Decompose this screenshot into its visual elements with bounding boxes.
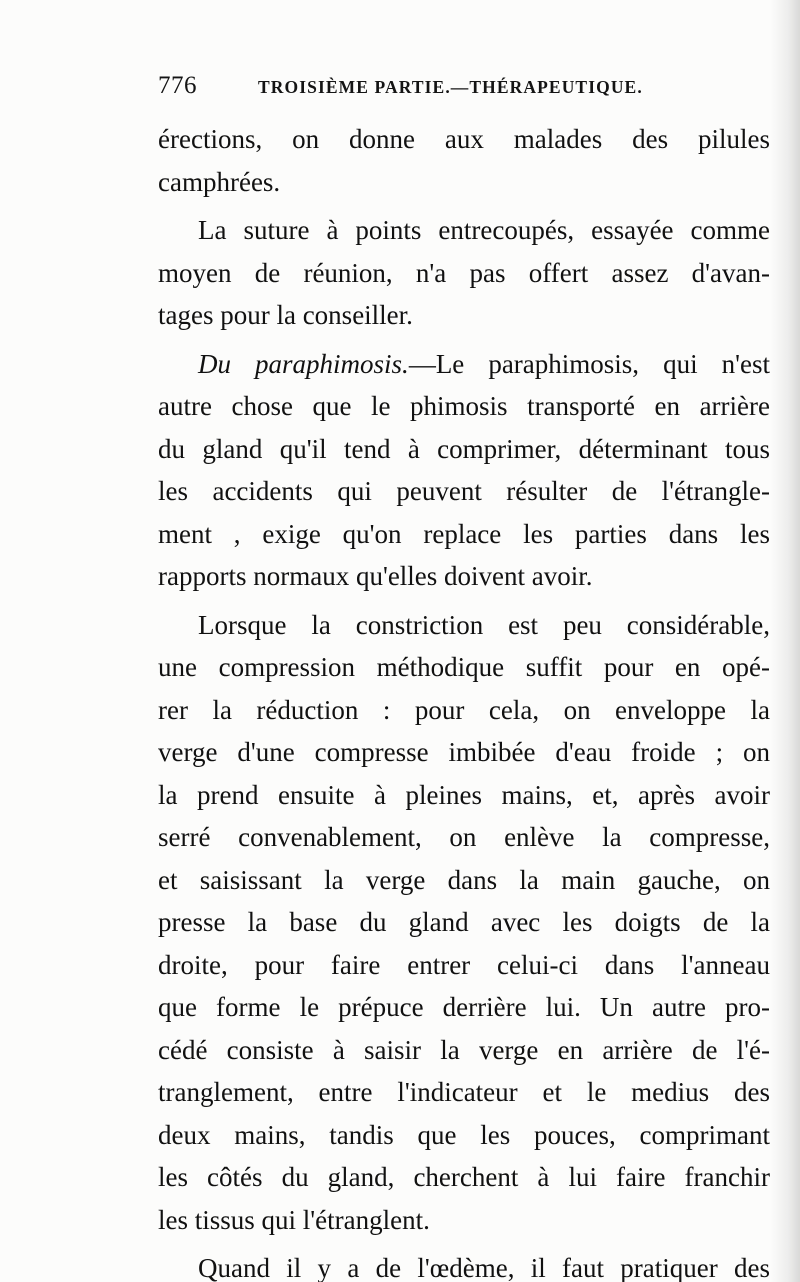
paragraph-1 (158, 118, 770, 203)
page-number: 776 (158, 72, 197, 99)
text-line: rer la réduction : pour cela, on enveloppe la (158, 694, 770, 725)
text-line: Lorsque la constriction est peu considérable, (198, 609, 770, 640)
text-line: les côtés du gland, cherchent à lui faire franchir (158, 1162, 770, 1192)
text-line: Quand il y a de l'œdème, il faut pratiquer des (198, 1253, 770, 1282)
page-gutter-shadow (770, 0, 800, 1282)
paragraph-3 (158, 343, 770, 598)
text-line: érections, on donne aux malades des pilules (158, 124, 770, 154)
paragraph-2 (158, 209, 770, 337)
text-line: droite, pour faire entrer celui-ci dans l'anneau (158, 949, 770, 980)
text-line: moyen de réunion, n'a pas offert assez d'avan- (158, 257, 770, 288)
text-line: autre chose que le phimosis transporté en arrière (158, 391, 770, 421)
text-line: que forme le prépuce derrière lui. Un autre pro- (158, 992, 770, 1022)
text-line: camphrées. (158, 166, 281, 197)
text-line: tranglement, entre l'indicateur et le medius des (158, 1077, 770, 1107)
text-line: rapports normaux qu'elles doivent avoir. (158, 561, 593, 591)
text-line: la prend ensuite à pleines mains, et, après avoir (158, 779, 770, 810)
text-line: presse la base du gland avec les doigts de la (158, 907, 770, 937)
text-line: cédé consiste à saisir la verge en arrière de l'é- (158, 1034, 770, 1065)
section-heading-paraphimosis: Du paraphimosis. (198, 348, 409, 379)
page-header (158, 72, 768, 102)
paragraph-4 (158, 604, 770, 1242)
text-line: les tissus qui l'étranglent. (158, 1204, 430, 1235)
text-line: La suture à points entrecoupés, essayée comme (198, 215, 770, 245)
text-line: deux mains, tandis que les pouces, comprimant (158, 1119, 770, 1150)
paragraph-5 (158, 1247, 770, 1282)
text-line: tages pour la conseiller. (158, 300, 413, 330)
text-run: —Le paraphimosis, qui n'est (408, 348, 770, 379)
page-body (158, 118, 770, 1282)
text-line (158, 343, 770, 386)
running-head: TROISIÈME PARTIE.—THÉRAPEUTIQUE. (258, 77, 643, 97)
text-line: du gland qu'il tend à comprimer, déterminant tous (158, 433, 770, 464)
text-line: les accidents qui peuvent résulter de l'étrangle- (158, 476, 770, 506)
text-line: serré convenablement, on enlève la compresse, (158, 822, 770, 852)
text-line: une compression méthodique suffit pour en opé- (158, 652, 770, 682)
text-line: ment , exige qu'on replace les parties dans les (158, 518, 770, 549)
text-line: verge d'une compresse imbibée d'eau froide ; on (158, 737, 770, 767)
text-line: et saisissant la verge dans la main gauche, on (158, 864, 770, 895)
